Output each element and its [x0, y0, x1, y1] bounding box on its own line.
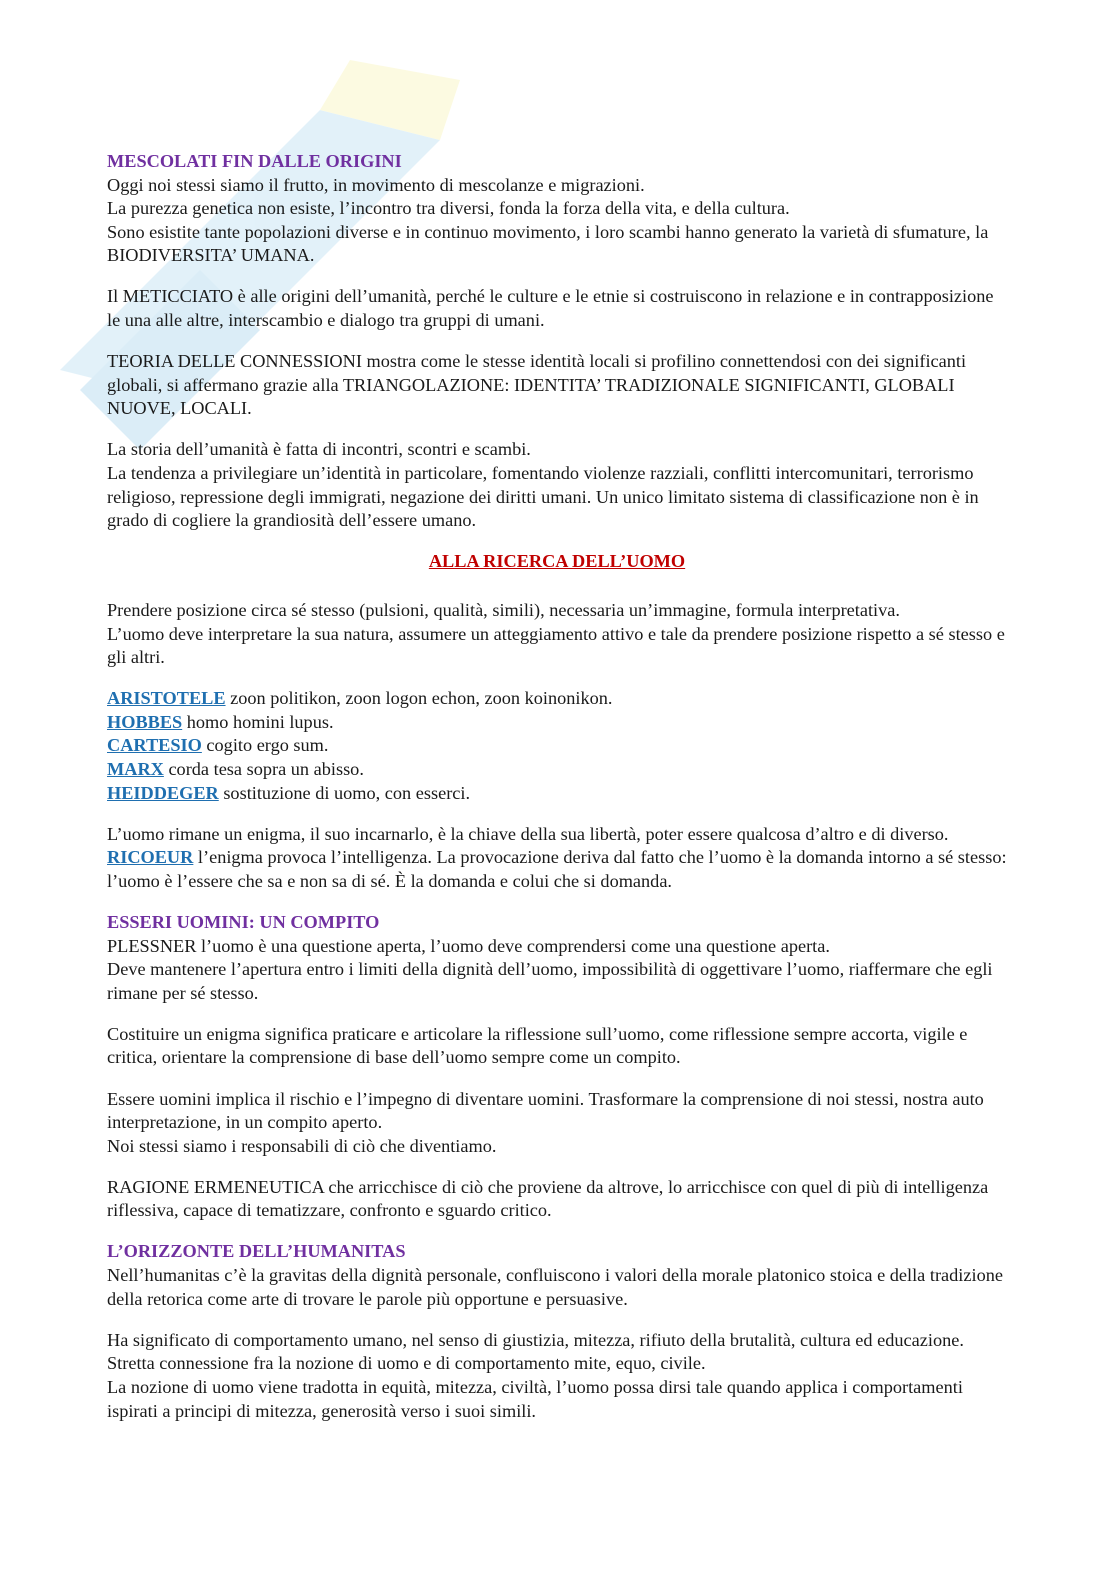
- text-line: Deve mantenere l’apertura entro i limiti della dignità dell’uomo, impossibilità di oggettivare l’uomo, riaffermare che egli rimane per sé stesso.: [107, 959, 993, 1003]
- document-page: [107, 150, 1007, 1441]
- philosophers-list: [107, 687, 1007, 805]
- text-line: Noi stessi siamo i responsabili di ciò che diventiamo.: [107, 1135, 497, 1156]
- philosopher-line: [107, 734, 1007, 758]
- philosopher-line: [107, 782, 1007, 806]
- philosopher-line: [107, 758, 1007, 782]
- paragraph: Costituire un enigma significa praticare e articolare la riflessione sull’uomo, come riflessione sempre accorta, vigile e critica, orientare la comprensione di base dell’uomo sempre come un compito.: [107, 1023, 968, 1068]
- text-line: Essere uomini implica il rischio e l’impegno di diventare uomini. Trasformare la comprensione di noi stessi, nostra auto interpretazione, in un compito aperto.: [107, 1088, 984, 1133]
- philosopher-text: corda tesa sopra un abisso.: [163, 758, 364, 779]
- philosopher-link-marx[interactable]: MARX: [107, 758, 164, 779]
- paragraph: RAGIONE ERMENEUTICA che arricchisce di ciò che proviene da altrove, lo arricchisce con quel di più di intelligenza riflessiva, capace di tematizzare, confronto e sguardo critico.: [107, 1176, 989, 1221]
- philosopher-line: [107, 711, 1007, 735]
- philosopher-link-ricoeur[interactable]: RICOEUR: [107, 847, 194, 868]
- text-line: Oggi noi stessi siamo il frutto, in movimento di mescolanze e migrazioni.: [107, 174, 645, 195]
- section-heading: L’ORIZZONTE DELL’HUMANITAS: [107, 1241, 406, 1262]
- philosopher-link-cartesio[interactable]: CARTESIO: [107, 735, 202, 756]
- text-line: La storia dell’umanità è fatta di incontri, scontri e scambi.: [107, 439, 531, 460]
- section-humanitas: [107, 1240, 1007, 1423]
- section-ricerca-uomo: [107, 550, 1007, 893]
- philosopher-text: homo homini lupus.: [182, 711, 334, 732]
- ricoeur-text: l’enigma provoca l’intelligenza. La provocazione deriva dal fatto che l’uomo è la domanda intorno a sé stesso: l’uomo è l’essere che sa e non sa di sé. È la domanda e colui che si domanda.: [107, 847, 1007, 891]
- text-line: La tendenza a privilegiare un’identità in particolare, fomentando violenze razziali, conflitti intercomunitari, terrorismo religioso, repressione degli immigrati, negazione dei diritti umani. Un unico limitato sistema di classificazione non è in grado di cogliere la grandiosità dell’essere umano.: [107, 463, 979, 531]
- section-heading: ESSERI UOMINI: UN COMPITO: [107, 911, 380, 932]
- paragraph: [107, 599, 1007, 670]
- text-line: Ha significato di comportamento umano, nel senso di giustizia, mitezza, rifiuto della brutalità, cultura ed educazione. Stretta connessione fra la nozione di uomo e di comportamento mite, equo, civile.: [107, 1329, 964, 1374]
- philosopher-text: sostituzione di uomo, con esserci.: [218, 782, 471, 803]
- section-essere-uomini: [107, 911, 1007, 1223]
- philosopher-text: cogito ergo sum.: [201, 735, 329, 756]
- text-line: PLESSNER l’uomo è una questione aperta, l’uomo deve comprendersi come una questione aperta.: [107, 935, 830, 956]
- centered-heading: ALLA RICERCA DELL’UOMO: [428, 551, 686, 572]
- text-line: La purezza genetica non esiste, l’incontro tra diversi, fonda la forza della vita, e della cultura.: [107, 198, 790, 219]
- text-line: L’uomo deve interpretare la sua natura, assumere un atteggiamento attivo e tale da prendere posizione rispetto a sé stesso e gli altri.: [107, 623, 1005, 668]
- philosopher-text: zoon politikon, zoon logon echon, zoon koinonikon.: [225, 688, 613, 709]
- text-line: L’uomo rimane un enigma, il suo incarnarlo, è la chiave della sua libertà, poter essere qualcosa d’altro e di diverso.: [107, 823, 949, 844]
- paragraph: TEORIA DELLE CONNESSIONI mostra come le stesse identità locali si profilino connettendosi con dei significanti globali, si affermano grazie alla TRIANGOLAZIONE: IDENTITA’ TRADIZIONALE SIGNIFICANTI, GLOBALI NUOVE, LOCALI.: [107, 351, 967, 419]
- paragraph: [107, 438, 1007, 532]
- paragraph: Nell’humanitas c’è la gravitas della dignità personale, confluiscono i valori della morale platonico stoica e della tradizione della retorica come arte di trovare le parole più opportune e persuasive.: [107, 1265, 1003, 1309]
- paragraph: Il METICCIATO è alle origini dell’umanità, perché le culture e le etnie si costruiscono in relazione e in contrapposizione le una alle altre, interscambio e dialogo tra gruppi di umani.: [107, 286, 994, 331]
- paragraph: [107, 935, 1007, 1006]
- section-heading: MESCOLATI FIN DALLE ORIGINI: [107, 151, 402, 171]
- paragraph: [107, 174, 1007, 268]
- text-line: [107, 846, 1007, 893]
- paragraph: [107, 1088, 1007, 1159]
- section-mescolati: [107, 150, 1007, 533]
- paragraph: [107, 1329, 1007, 1423]
- philosopher-link-hobbes[interactable]: HOBBES: [107, 711, 183, 732]
- text-line: La nozione di uomo viene tradotta in equità, mitezza, civiltà, l’uomo possa dirsi tale quando applica i comportamenti ispirati a principi di mitezza, generosità verso i suoi simili.: [107, 1376, 963, 1421]
- paragraph: [107, 823, 1007, 894]
- philosopher-line: [107, 687, 1007, 711]
- philosopher-link-aristotele[interactable]: ARISTOTELE: [107, 688, 226, 709]
- text-line: Prendere posizione circa sé stesso (pulsioni, qualità, simili), necessaria un’immagine, formula interpretativa.: [107, 599, 900, 620]
- text-line: Sono esistite tante popolazioni diverse e in continuo movimento, i loro scambi hanno generato la varietà di sfumature, la BIODIVERSITA’ UMANA.: [107, 221, 989, 266]
- philosopher-link-heiddeger[interactable]: HEIDDEGER: [107, 782, 219, 803]
